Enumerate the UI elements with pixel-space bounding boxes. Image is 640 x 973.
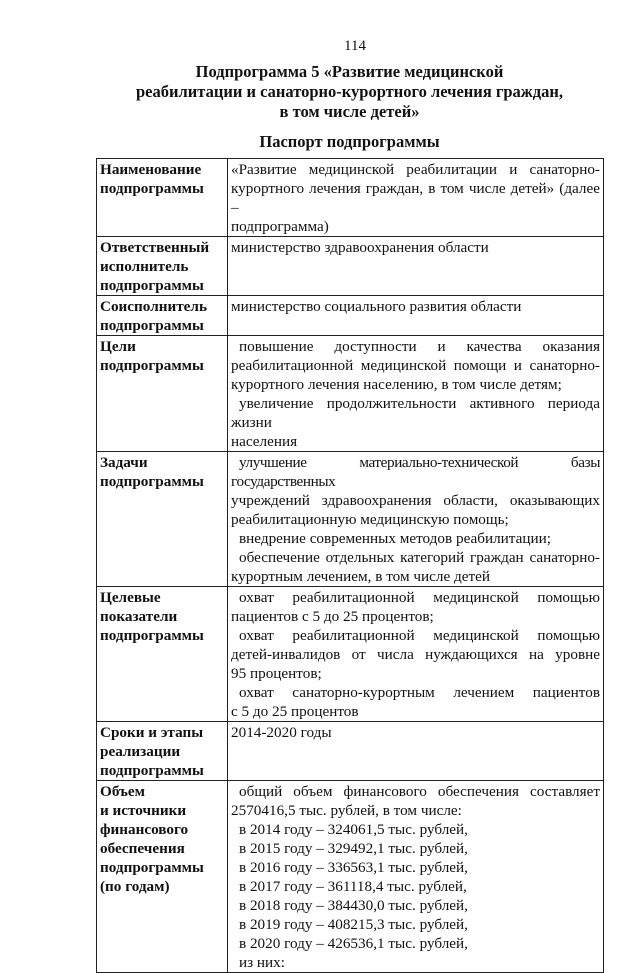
value-line: в 2018 году – 384430,0 тыс. рублей, [239,897,468,914]
row-value [228,336,604,452]
label-line: подпрограммы [100,473,204,490]
section-heading: Паспорт подпрограммы [259,132,440,151]
value-line: в 2020 году – 426536,1 тыс. рублей, [239,935,468,952]
value-line: улучшение материально-технической базы государственных [231,454,600,490]
value-line: в 2016 году – 336563,1 тыс. рублей, [239,859,468,876]
label-line: подпрограммы [100,627,204,644]
value-line: детей-инвалидов от числа нуждающихся на уровне [231,646,600,663]
label-line: Объем [100,783,145,800]
label-line: Сроки и этапы [100,724,204,741]
value-line: увеличение продолжительности активного периода жизни [231,395,600,431]
label-line: Соисполнитель [100,298,207,315]
row-label [97,781,228,973]
value-line: охват санаторно-курортным лечением пациентов [239,684,600,701]
value-line: 95 процентов; [231,665,322,682]
label-line: показатели [100,608,178,625]
passport-table [96,158,604,973]
value-line: в 2017 году – 361118,4 тыс. рублей, [239,878,467,895]
row-label [97,587,228,722]
label-line: Ответственный [100,239,210,256]
value-line: повышение доступности и качества оказания [239,338,600,355]
row-value [228,452,604,587]
label-line: подпрограммы [100,762,204,779]
row-value [228,781,604,973]
value-line: с 5 до 25 процентов [231,703,359,720]
document-title [96,62,603,122]
value-line: подпрограмма) [231,218,329,235]
table-row [97,722,604,781]
table-row [97,587,604,722]
value-line: министерство здравоохранения области [231,239,489,256]
row-label [97,159,228,237]
row-label [97,296,228,336]
value-line: общий объем финансового обеспечения составляет [239,783,600,800]
table-row [97,336,604,452]
table-row [97,237,604,296]
value-line: курортного лечения граждан, в том числе детей» (далее – [231,180,600,216]
label-line: Задачи [100,454,148,471]
label-line: подпрограммы [100,277,204,294]
value-line: учреждений здравоохранения области, оказывающих [231,492,600,509]
label-line: обеспечения [100,840,185,857]
label-line: Целевые [100,589,161,606]
value-line: пациентов с 5 до 25 процентов; [231,608,434,625]
table-row [97,159,604,237]
row-label [97,722,228,781]
table-row [97,781,604,973]
value-line: министерство социального развития области [231,298,522,315]
row-value [228,159,604,237]
row-value [228,722,604,781]
value-line: обеспечение отдельных категорий граждан санаторно- [239,549,600,566]
label-line: подпрограммы [100,317,204,334]
label-line: финансового [100,821,189,838]
value-line: охват реабилитационной медицинской помощью [239,627,600,644]
row-label [97,237,228,296]
value-line: курортного лечения населению, в том числе детям; [231,376,562,393]
label-line: подпрограммы [100,859,204,876]
label-line: реализации [100,743,181,760]
title-line: в том числе детей» [279,102,420,121]
row-value [228,237,604,296]
value-line: курортным лечением, в том числе детей [231,568,490,585]
label-line: исполнитель [100,258,189,275]
label-line: Цели [100,338,136,355]
label-line: подпрограммы [100,357,204,374]
title-line: реабилитации и санаторно-курортного лечения граждан, [136,82,563,101]
row-label [97,336,228,452]
label-line: и источники [100,802,187,819]
value-line: 2014-2020 годы [231,724,332,741]
row-value [228,296,604,336]
row-value [228,587,604,722]
value-line: из них: [239,954,285,971]
value-line: в 2019 году – 408215,3 тыс. рублей, [239,916,468,933]
value-line: населения [231,433,298,450]
label-line: Наименование [100,161,202,178]
row-label [97,452,228,587]
label-line: подпрограммы [100,180,204,197]
table-row [97,296,604,336]
title-line: Подпрограмма 5 «Развитие медицинской [195,62,504,81]
page-number: 114 [344,38,366,54]
label-line: (по годам) [100,878,170,895]
value-line: «Развитие медицинской реабилитации и санаторно- [231,161,600,178]
value-line: в 2014 году – 324061,5 тыс. рублей, [239,821,468,838]
value-line: реабилитационной медицинской помощи и санаторно- [231,357,600,374]
value-line: внедрение современных методов реабилитации; [239,530,551,547]
value-line: в 2015 году – 329492,1 тыс. рублей, [239,840,468,857]
table-row [97,452,604,587]
value-line: реабилитационную медицинскую помощь; [231,511,509,528]
value-line: охват реабилитационной медицинской помощью [239,589,600,606]
value-line: 2570416,5 тыс. рублей, в том числе: [231,802,462,819]
